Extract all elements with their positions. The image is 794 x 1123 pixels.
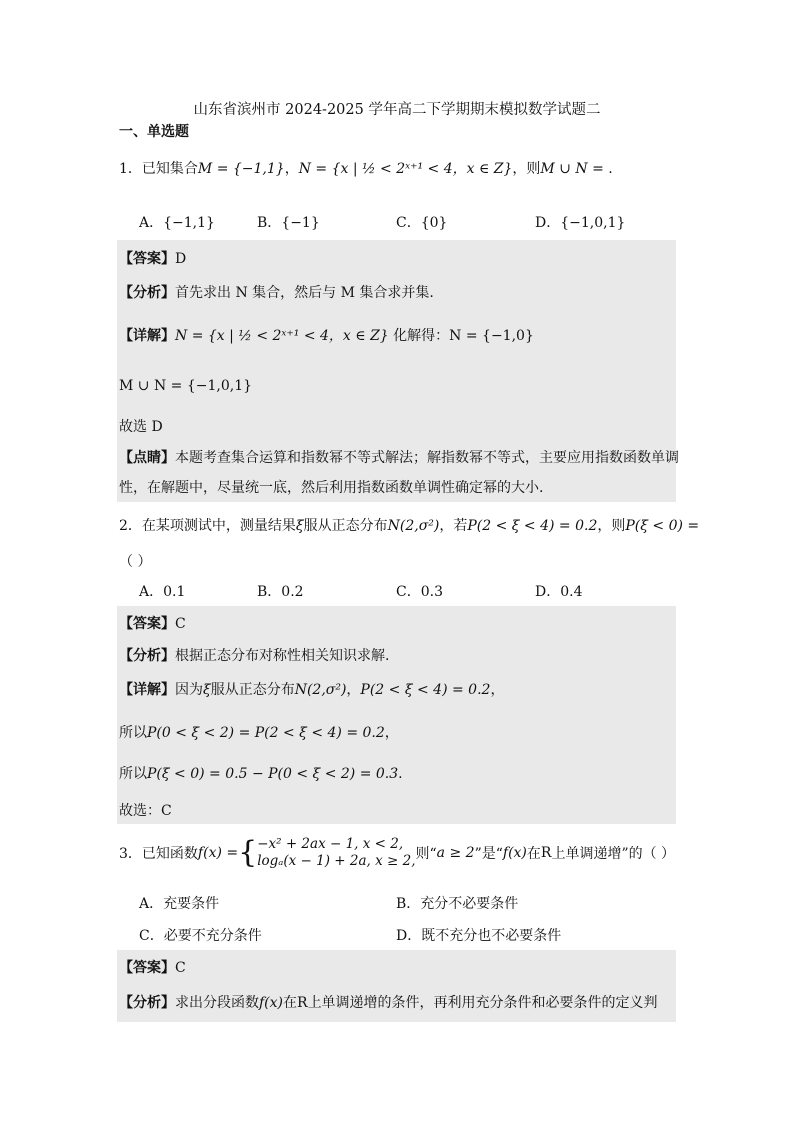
analysis-tag: 【分析】 (119, 648, 175, 664)
q3-piecewise (257, 836, 415, 870)
question-3-stem (119, 836, 675, 870)
q3-stem-is: ”是“ (474, 846, 503, 862)
analysis-text-2: 上单调递增的条件，再利用充分条件和必要条件的定义判 (307, 995, 658, 1011)
left-brace-icon: { (238, 835, 258, 870)
q1-answer (119, 248, 186, 268)
analysis-real-set: R (297, 995, 308, 1011)
q3-function-ref: f(x) (502, 845, 527, 861)
q2-option-d: D．0.4 (535, 584, 583, 600)
section-heading: 一、单选题 (119, 124, 189, 140)
q3-stem-quote: 则“ (415, 846, 437, 862)
detail-probability: P(2 < ξ < 4) = 0.2 (360, 682, 491, 698)
detail-text: 因为 (175, 682, 203, 698)
q2-detail (119, 679, 504, 699)
q2-stem-text: 2．在某项测试中，测量结果 (119, 518, 296, 534)
page-title: 山东省滨州市 2024-2025 学年高二下学期期末模拟数学试题二 (193, 102, 601, 118)
q1-detail-line-2: M ∪ N = {−1,0,1} (119, 378, 253, 394)
question-1-stem (119, 158, 613, 178)
q2-detail-line-2 (119, 722, 399, 742)
q2-probability-asked: P(ξ < 0) = (625, 518, 700, 534)
analysis-function: f(x) (259, 995, 284, 1011)
detail-result: 化解得：N = {−1,0} (388, 328, 534, 344)
q1-union: M ∪ N (540, 161, 588, 177)
q1-option-b: B．{−1} (257, 215, 320, 231)
q3-option-b: B．充分不必要条件 (396, 896, 519, 912)
q1-comment (119, 447, 679, 467)
q2-stem-then: ，则 (597, 518, 626, 534)
q2-analysis (119, 645, 389, 665)
answer-value: D (175, 251, 187, 267)
q3-piece-1: −x² + 2ax − 1, x < 2, (257, 836, 404, 852)
answer-tag: 【答案】 (119, 251, 175, 267)
q1-analysis (119, 282, 434, 302)
q3-stem-end: 上单调递增”的（ ） (551, 846, 676, 862)
analysis-tag: 【分析】 (119, 285, 175, 301)
detail-equation-2: P(ξ < 0) = 0.5 − P(0 < ξ < 2) = 0.3 (147, 766, 399, 782)
q3-answer (119, 957, 186, 977)
detail-set-n: N = {x | ½ < 2ˣ⁺¹ < 4，x ∈ Z} (175, 328, 389, 344)
question-2-stem (119, 515, 699, 535)
q2-xi: ξ (295, 518, 304, 534)
analysis-text: 首先求出 N 集合，然后与 M 集合求并集. (175, 285, 434, 301)
q3-stem-text: 3．已知函数 (119, 846, 198, 862)
q2-distribution: N(2,σ²) (387, 518, 440, 534)
q2-option-c: C．0.3 (396, 584, 443, 600)
answer-value: C (175, 616, 186, 632)
answer-value: C (175, 960, 186, 976)
q2-answer (119, 613, 186, 633)
q2-option-b: B．0.2 (257, 584, 304, 600)
q1-stem-end: = . (587, 161, 613, 177)
detail-text-2: 服从正态分布 (210, 682, 295, 698)
q2-option-a: A．0.1 (139, 584, 186, 600)
detail-distribution: N(2,σ²) (294, 682, 347, 698)
q1-set-n: N = {x | ½ < 2ˣ⁺¹ < 4，x ∈ Z} (298, 161, 513, 177)
analysis-tag: 【分析】 (119, 995, 175, 1011)
answer-tag: 【答案】 (119, 616, 175, 632)
comment-tag: 【点睛】 (119, 450, 175, 466)
q1-conclusion: 故选 D (119, 419, 163, 435)
q1-stem-then: ，则 (512, 161, 541, 177)
detail-sep-3: ， (384, 725, 399, 741)
q1-stem-text: 1．已知集合 (119, 161, 198, 177)
q1-option-d: D．{−1,0,1} (535, 215, 626, 231)
detail-sep: ， (346, 682, 361, 698)
q1-set-m: M = {−1,1} (197, 161, 285, 177)
analysis-text: 根据正态分布对称性相关知识求解. (175, 648, 390, 664)
q2-answer-blank: （ ） (119, 554, 152, 570)
q3-condition: a ≥ 2 (436, 845, 475, 861)
q1-detail (119, 325, 534, 345)
q1-comment-line-2: 性，在解题中，尽量统一底，然后利用指数函数单调性确定幂的大小. (119, 480, 544, 496)
detail-xi: ξ (203, 682, 211, 698)
q3-stem-in: 在 (526, 846, 541, 862)
analysis-text: 求出分段函数 (175, 995, 259, 1011)
q1-stem-sep: ， (284, 161, 299, 177)
q2-solution-panel (117, 606, 676, 824)
q3-real-set: R (540, 845, 552, 861)
q1-option-a: A．{−1,1} (139, 215, 215, 231)
analysis-in: 在 (283, 995, 298, 1011)
detail-sep-2: ， (490, 682, 505, 698)
comment-text: 本题考查集合运算和指数幂不等式解法；解指数幂不等式，主要应用指数函数单调 (175, 450, 679, 466)
q2-detail-line-3 (119, 763, 403, 783)
detail-so-2: 所以 (119, 766, 147, 782)
q2-stem-text-2: 服从正态分布 (303, 518, 388, 534)
q3-analysis (119, 992, 658, 1012)
answer-tag: 【答案】 (119, 960, 175, 976)
q3-piece-2: logₐ(x − 1) + 2a, x ≥ 2, (257, 853, 416, 869)
q2-probability-given: P(2 < ξ < 4) = 0.2 (467, 518, 598, 534)
q3-option-d: D．既不充分也不必要条件 (396, 928, 562, 944)
q3-option-a: A．充要条件 (139, 896, 220, 912)
q2-conclusion: 故选：C (119, 803, 172, 819)
detail-tag: 【详解】 (119, 328, 175, 344)
q3-function: f(x) = (197, 845, 239, 861)
detail-equation-1: P(0 < ξ < 2) = P(2 < ξ < 4) = 0.2 (147, 725, 385, 741)
detail-tag: 【详解】 (119, 682, 175, 698)
detail-so: 所以 (119, 725, 147, 741)
q1-option-c: C．{0} (396, 215, 448, 231)
q3-option-c: C．必要不充分条件 (139, 928, 262, 944)
q2-stem-if: ，若 (439, 518, 468, 534)
detail-period: . (398, 766, 403, 782)
